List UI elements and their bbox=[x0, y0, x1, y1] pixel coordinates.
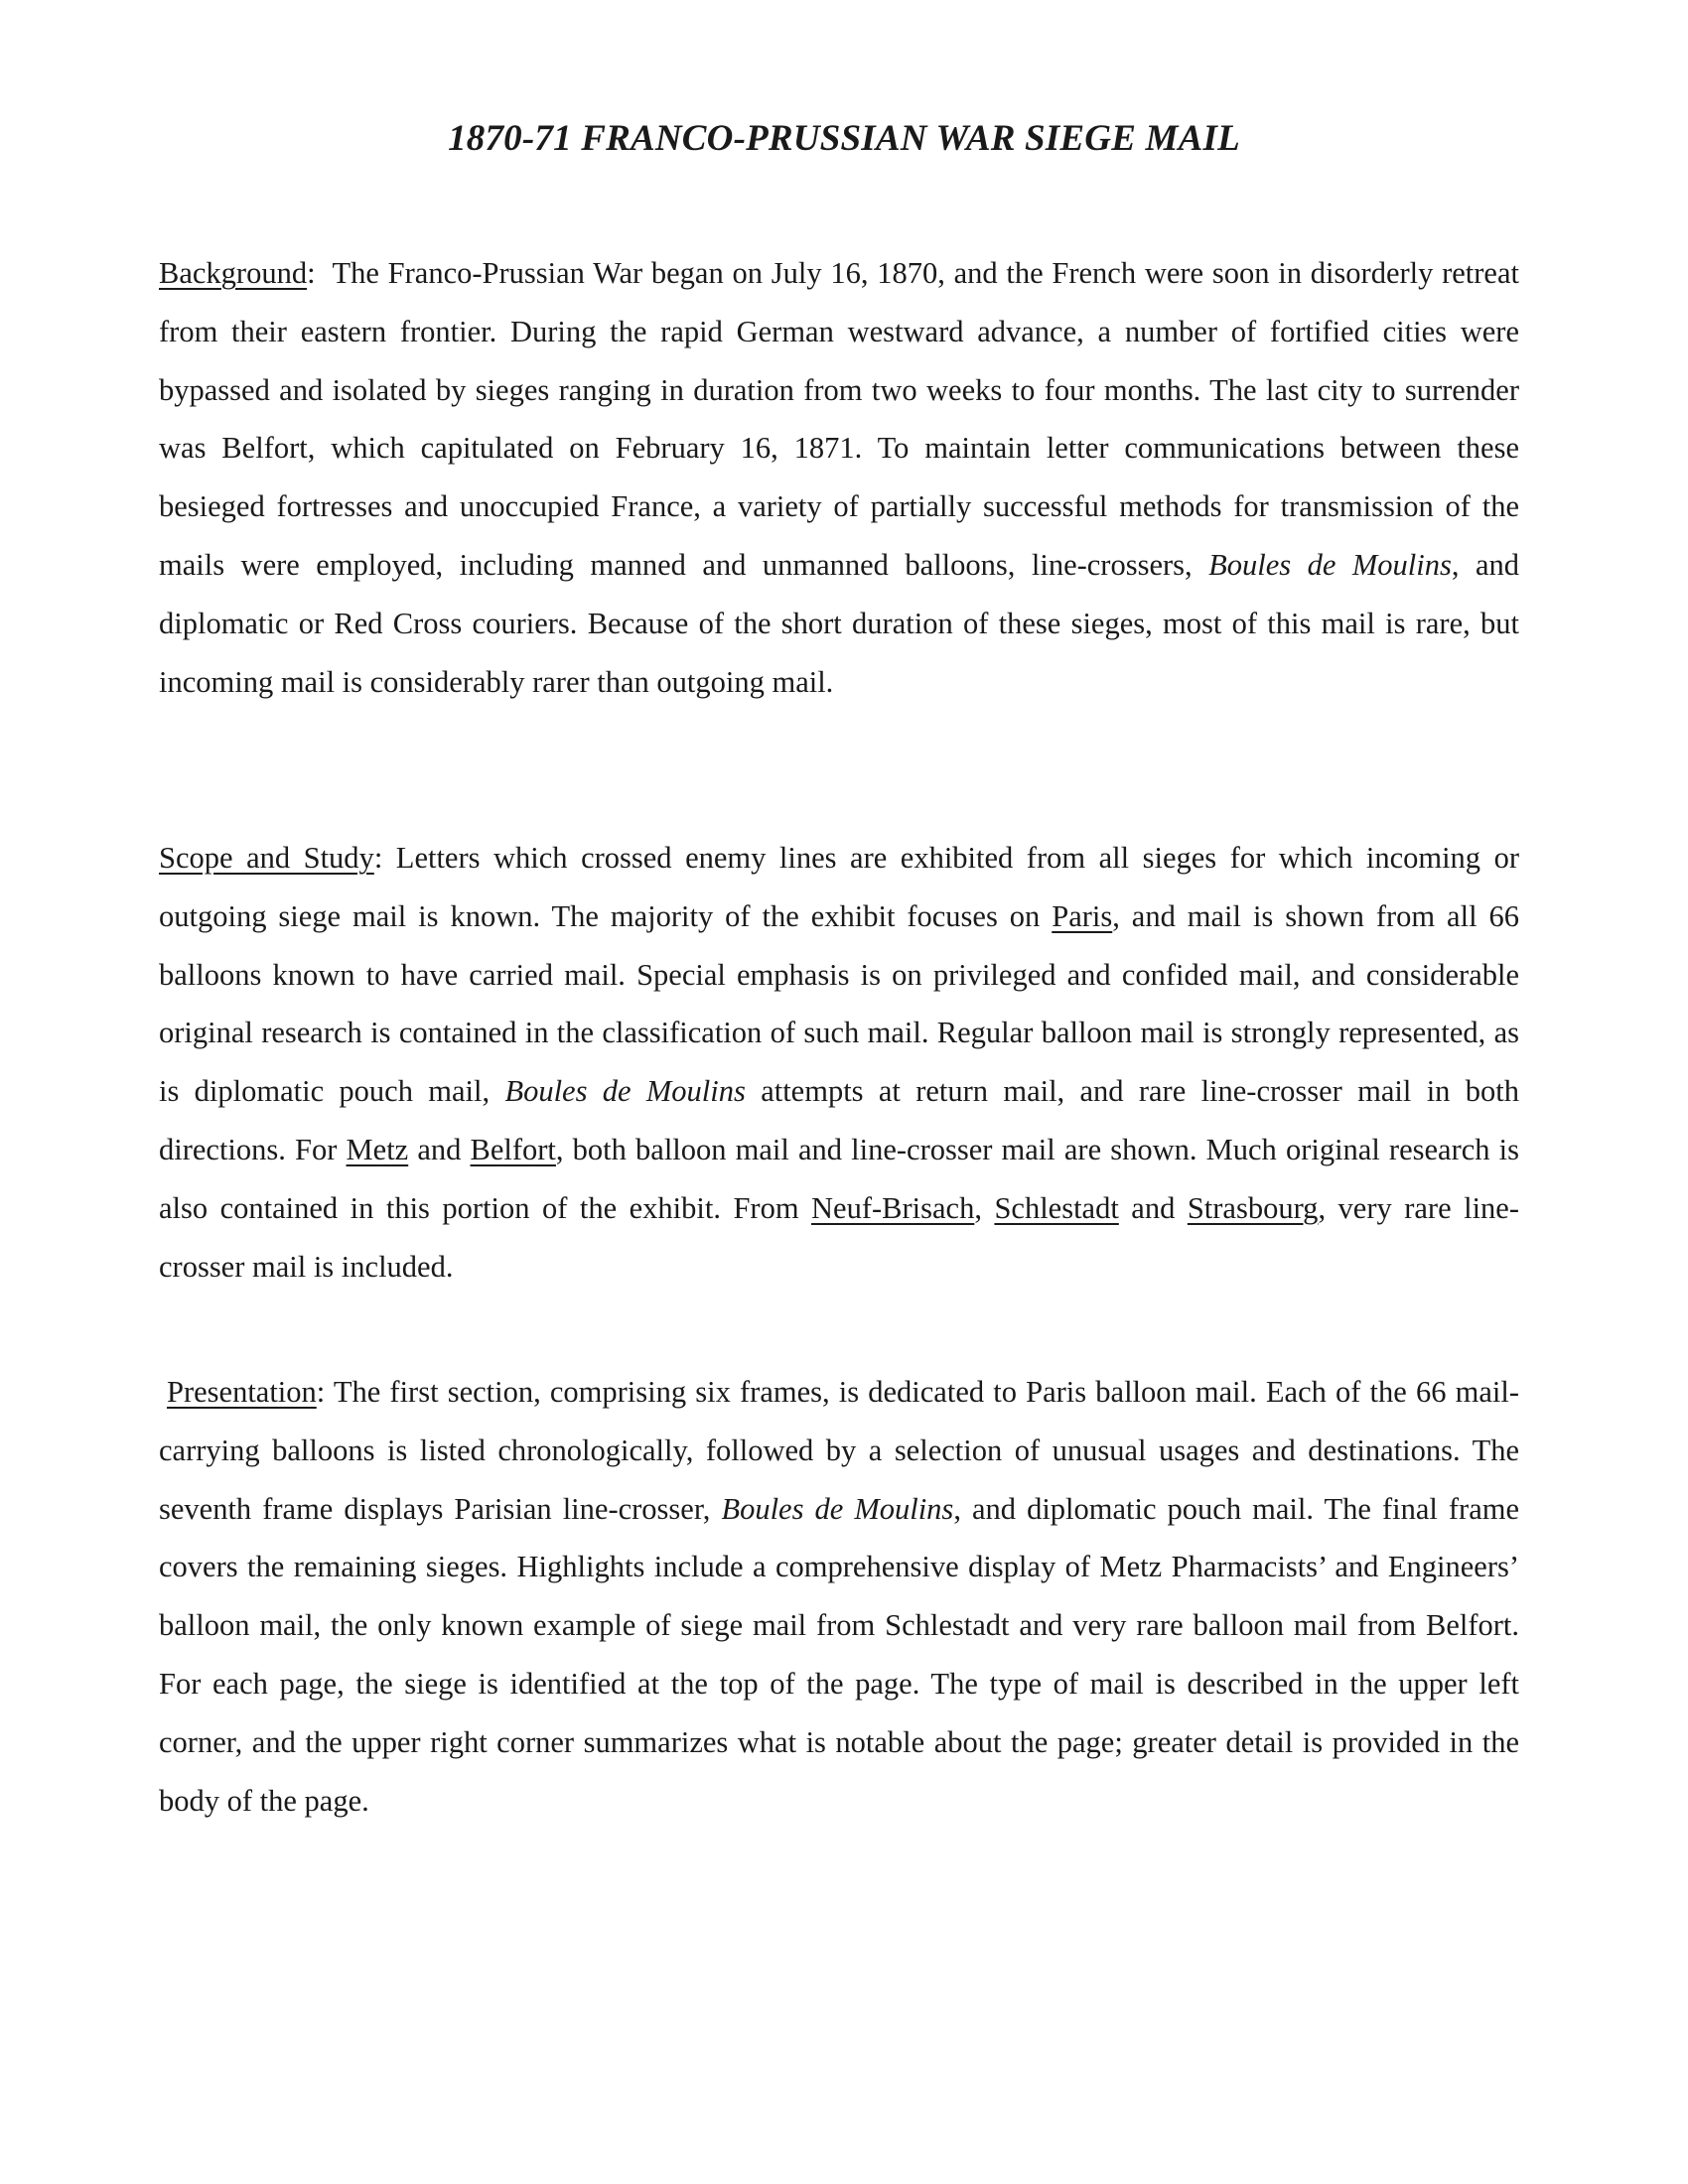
scope-text-8: , very rare line-crosser mail is included. bbox=[159, 1190, 1519, 1284]
scope-text-1: : Letters which crossed enemy lines are exhibited from all sieges for which incoming or outgoing siege mail is known. The majority of the exhibit focuses on bbox=[159, 841, 1519, 933]
scope-text-3: attempts at return mail, and rare line-crosser mail in both directions. For bbox=[159, 1074, 1519, 1166]
scope-text-4: and bbox=[408, 1132, 471, 1166]
scope-link-neuf-brisach: Neuf-Brisach bbox=[811, 1190, 975, 1225]
scope-text-5: , both balloon mail and line-crosser mail are shown. Much original research is also contained in this portion of the exhibit. From bbox=[159, 1132, 1519, 1225]
presentation-text-2: , and diplomatic pouch mail. The final frame covers the remaining sieges. Highlights include a comprehensive display of Metz Pharmacists’ and Engineers’ balloon mail, the only known example of siege mail from Schlestadt and very rare balloon mail from Belfort. For each page, the siege is identified at the top of the page. The type of mail is described in the upper left corner, and the upper right corner summarizes what is notable about the page; greater detail is provided in the body of the page. bbox=[159, 1491, 1519, 1818]
background-text-1: The Franco-Prussian War began on July 16, 1870, and the French were soon in disorderly retreat from their eastern frontier. During the rapid German westward advance, a number of fortified cities were bypassed and isolated by sieges ranging in duration from two weeks to four months. The last city to surrender was Belfort, which capitulated on February 16, 1871. To maintain letter communications between these besieged fortresses and unoccupied France, a variety of partially successful methods for transmission of the mails were employed, including manned and unmanned balloons, line-crossers, bbox=[159, 256, 1519, 582]
background-paragraph bbox=[159, 244, 1519, 711]
background-italic-boules: Boules de Moulins bbox=[1208, 547, 1452, 582]
scope-link-belfort: Belfort bbox=[470, 1132, 556, 1166]
background-heading: Background bbox=[159, 256, 308, 290]
presentation-heading: Presentation bbox=[167, 1375, 317, 1409]
presentation-italic-boules: Boules de Moulins bbox=[721, 1491, 954, 1526]
scope-text-6: , bbox=[974, 1190, 995, 1225]
scope-heading: Scope and Study bbox=[159, 841, 374, 875]
page-title: 1870-71 FRANCO-PRUSSIAN WAR SIEGE MAIL bbox=[448, 118, 1240, 159]
scope-text-2: , and mail is shown from all 66 balloons known to have carried mail. Special emphasis is on privileged and confided mail, and considerable original research is contained in the classification of such mail. Regular balloon mail is strongly represented, as is diplomatic pouch mail, bbox=[159, 898, 1519, 1109]
presentation-text-1: : The first section, comprising six frames, is dedicated to Paris balloon mail. Each of the 66 mail-carrying balloons is listed chronologically, followed by a selection of unusual usages and destinations. The seventh frame displays Parisian line-crosser, bbox=[159, 1375, 1519, 1526]
scope-link-strasbourg: Strasbourg bbox=[1187, 1190, 1319, 1225]
scope-link-metz: Metz bbox=[346, 1132, 409, 1166]
scope-link-schlestadt: Schlestadt bbox=[994, 1190, 1119, 1225]
scope-italic-boules: Boules de Moulins bbox=[504, 1074, 746, 1109]
presentation-indent bbox=[159, 1375, 167, 1409]
background-separator: : bbox=[307, 256, 333, 290]
presentation-paragraph bbox=[159, 1363, 1519, 1830]
background-text-2: , and diplomatic or Red Cross couriers. Because of the short duration of these sieges, most of this mail is rare, but incoming mail is considerably rarer than outgoing mail. bbox=[159, 547, 1519, 699]
scope-link-paris: Paris bbox=[1052, 898, 1113, 933]
scope-text-7: and bbox=[1118, 1190, 1188, 1225]
scope-paragraph bbox=[159, 829, 1519, 1296]
